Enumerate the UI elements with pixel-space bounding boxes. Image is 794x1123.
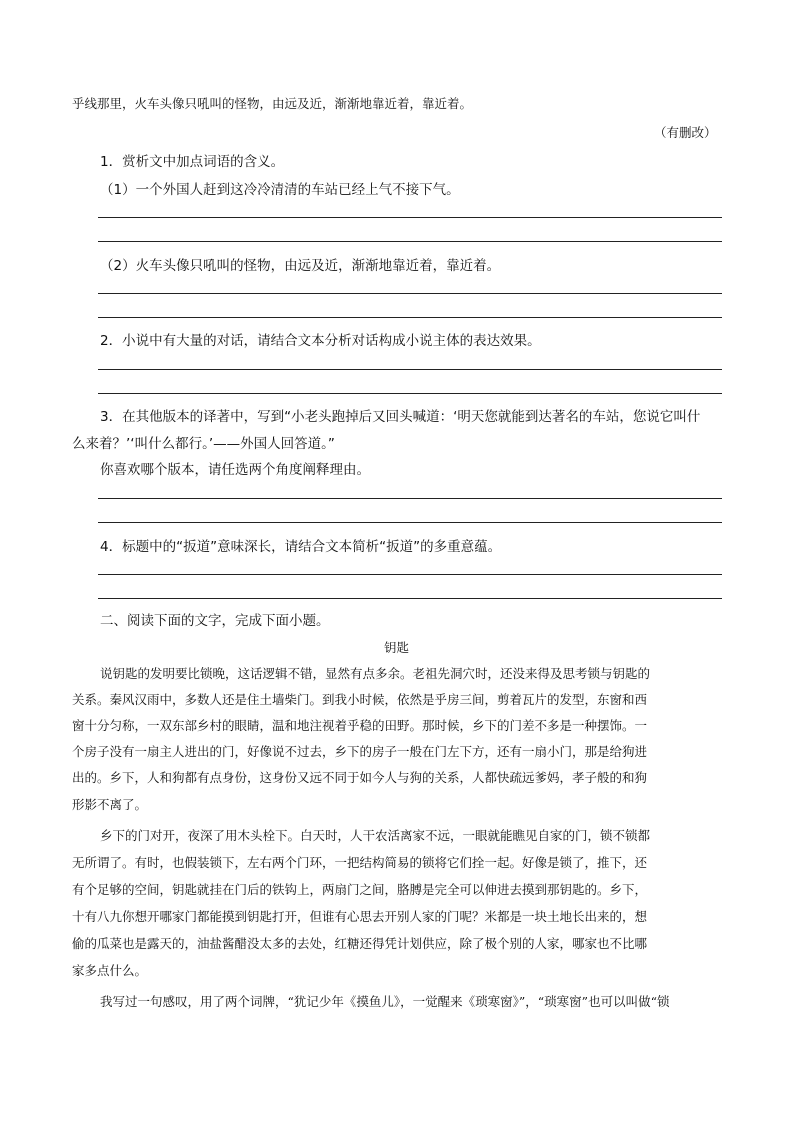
article-line: 乡下的门对开，夜深了用木头栓下。白天时，人干农活离家不远，一眼就能瞧见自家的门，锁不锁都 (100, 828, 651, 843)
answer-line (98, 498, 722, 499)
article-line: 无所谓了。有时，也假装锁下，左右两个门环，一把结构简易的锁将它们拴一起。好像是锁了，推下，还 (72, 855, 648, 870)
answer-line (98, 393, 722, 394)
article-line: 十有八九你想开哪家门都能摸到钥匙打开，但谁有心思去开别人家的门呢？米都是一块土地长出来的，想 (72, 909, 648, 924)
passage-end-line: 乎线那里，火车头像只吼叫的怪物，由远及近，渐渐地靠近着，靠近着。 (72, 96, 473, 111)
question-1-number: 1． (100, 154, 123, 170)
answer-line (98, 293, 722, 294)
answer-line (98, 598, 722, 599)
answer-line (98, 317, 722, 318)
question-2: 2．小说中有大量的对话，请结合文本分析对话构成小说主体的表达效果。 (100, 333, 541, 349)
answer-line (98, 369, 722, 370)
article-line: 窗十分匀称，一双东部乡村的眼睛，温和地注视着乎稳的田野。那时候，乡下的门差不多是一种摆饰。一 (72, 718, 648, 733)
section-2-heading: 二、阅读下面的文字，完成下面小题。 (100, 613, 330, 629)
question-3-line-1: 3．在其他版本的译著中，写到“小老头跑掉后又回头喊道：‘明天您就能到达著名的车站，您说它叫什 (100, 409, 701, 425)
question-1 (100, 150, 284, 170)
answer-line (98, 241, 722, 242)
article-title: 钥匙 (384, 640, 410, 655)
question-3-line-3: 你喜欢哪个版本，请任选两个角度阐释理由。 (100, 462, 370, 478)
article-line: 偷的瓜菜也是露天的，油盐酱醋没太多的去处，红糖还得凭计划供应，除了极个别的人家，哪家也不比哪 (72, 936, 648, 951)
question-1-part-1: （1）一个外国人赶到这冷冷清清的车站已经上气不接下气。 (100, 182, 460, 198)
question-4: 4．标题中的“扳道”意味深长，请结合文本简析“扳道”的多重意蕴。 (100, 539, 502, 555)
article-line: 出的。乡下，人和狗都有点身份，这身份又远不同于如今人与狗的关系，人都快疏远爹妈，孝子般的和狗 (72, 770, 648, 785)
article-line: 家多点什么。 (72, 963, 148, 978)
question-3-line-2: 么来着？’‘叫什么都行。’——外国人回答道。” (72, 436, 335, 452)
article-line: 关系。秦风汉雨中，多数人还是住土墙柴门。到我小时候，依然是乎房三间，剪着瓦片的发型，东窗和西 (72, 692, 648, 707)
question-1-part-2: （2）火车头像只吼叫的怪物，由远及近，渐渐地靠近着，靠近着。 (100, 258, 501, 274)
question-1-text: 赏析文中加点词语的含义。 (122, 154, 285, 170)
answer-line (98, 522, 722, 523)
source-note: （有删改） (654, 125, 717, 140)
article-line: 有个足够的空间，钥匙就挂在门后的铁钩上，两扇门之间，胳膊是完全可以伸进去摸到那钥匙的。乡下， (72, 882, 648, 897)
article-line: 个房子没有一扇主人进出的门，好像说不过去，乡下的房子一般在门左下方，还有一扇小门，那是给狗进 (72, 744, 648, 759)
article-line: 我写过一句感叹，用了两个词牌，“犹记少年《摸鱼儿》，一觉醒来《琐寒窗》”，“琐寒窗”也可以叫做“锁 (100, 994, 670, 1009)
article-line: 形影不离了。 (72, 797, 148, 812)
answer-line (98, 574, 722, 575)
answer-line (98, 217, 722, 218)
article-line: 说钥匙的发明要比锁晚，这话逻辑不错，显然有点多余。老祖先洞穴时，还没来得及思考锁与钥匙的 (100, 666, 651, 681)
